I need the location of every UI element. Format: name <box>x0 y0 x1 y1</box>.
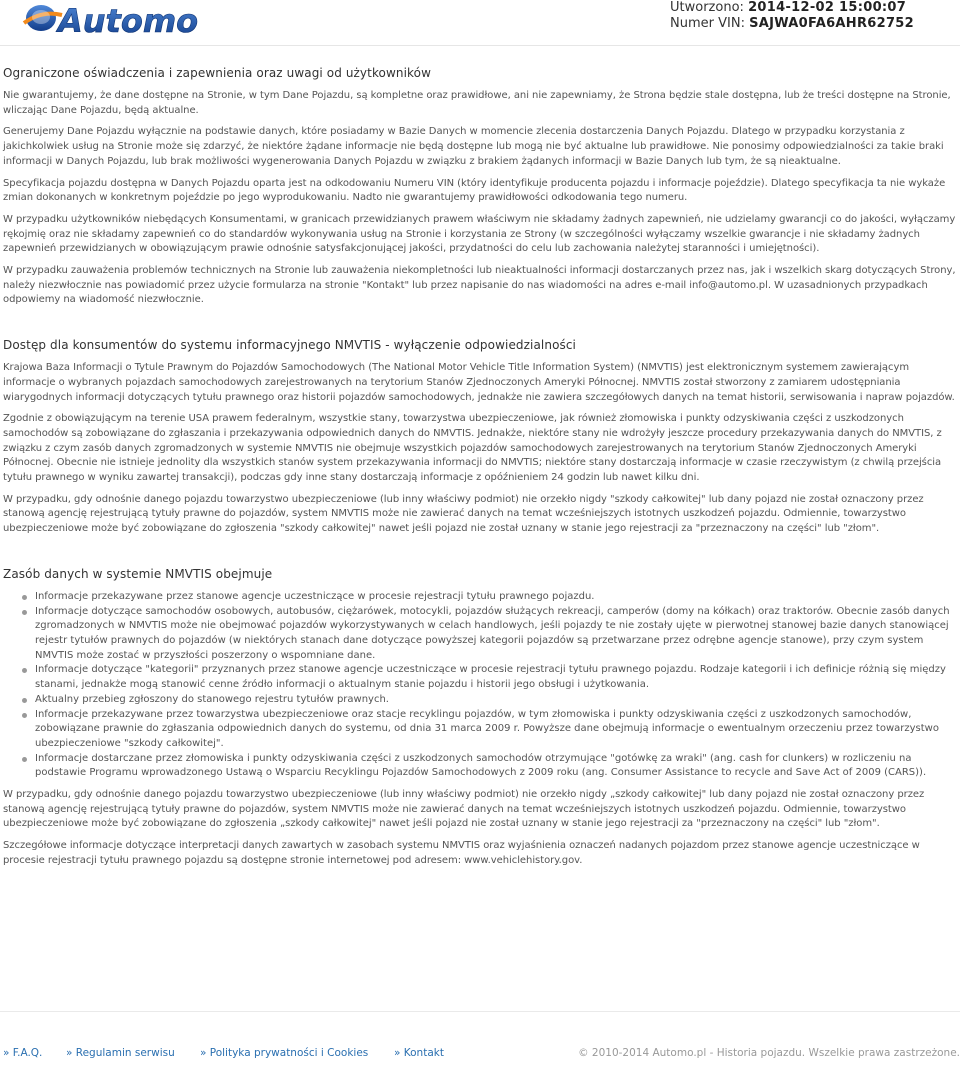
vin-label: Numer VIN: <box>670 16 745 31</box>
main-content <box>3 66 958 876</box>
vin-value: SAJWA0FA6AHR62752 <box>749 16 914 31</box>
bullet-icon <box>22 757 27 762</box>
paragraph: Szczegółowe informacje dotyczące interpretacji danych zawartych w zasobach systemu NMVTIS oraz wyjaśnienia oznaczeń nadanych pojazdom przez stanowe agencje uczestniczące w procesie rejestracji tytułu prawnego pojazdu są dostępne stronie internetowej pod adresem: www.vehiclehistory.gov. <box>3 840 920 866</box>
list-item: Informacje dotyczące samochodów osobowych, autobusów, ciężarówek, motocykli, pojazdów służących rekreacji, camperów (domy na kółkach) oraz traktorów. Obecnie zasób danych zgromadzonych w NMVTIS może nie obejmować pojazdów wykorzystywanych w celach handlowych, jeśli pojazdy te nie zostały ujęte w pierwotnej stanowej bazie danych stanowiącej rejestr tytułów prawnych do pojazdów (w niektórych stanach dane dotyczące powyższej kategorii pojazdów są przetwarzane przez odrębne agencje stanowe), przy czym system NMVTIS może zostać w przyszłości poszerzony o wspomniane dane. <box>35 605 958 664</box>
section-title: Dostęp dla konsumentów do systemu informacyjnego NMVTIS - wyłączenie odpowiedzialności <box>3 338 576 353</box>
page-footer <box>0 1047 960 1063</box>
footer-link-contact[interactable]: » Kontakt <box>394 1047 444 1059</box>
list-item: Informacje przekazywane przez stanowe agencje uczestniczące w procesie rejestracji tytułu prawnego pojazdu. <box>35 590 958 605</box>
bullet-icon <box>22 713 27 718</box>
section-nmvtis-data <box>3 567 958 869</box>
bullet-icon <box>22 595 27 600</box>
footer-link-privacy[interactable]: » Polityka prywatności i Cookies <box>200 1047 369 1059</box>
header-divider <box>0 45 960 46</box>
section-title: Zasób danych w systemie NMVTIS obejmuje <box>3 566 273 581</box>
paragraph: Zgodnie z obowiązującym na terenie USA prawem federalnym, wszystkie stany, towarzystwa ubezpieczeniowe, jak również złomowiska i punkty odzyskiwania części z uszkodzonych samochodów są zobowiązane do zgłaszania i przekazywania odpowiednich danych do NMVTIS. Jednakże, niektóre stany nie wdrożyły jeszcze procedury przekazywania danych do NMVTIS, z związku z czym zasób danych zgromadzonych w systemie NMVTIS nie obejmuje wszystkich pojazdów samochodowych zarejestrowanych na terytorium Stanów Zjednoczonych Ameryki Północnej. Obecnie nie istnieje jednolity dla wszystkich stanów system przekazywania informacji do NMVTIS; niektóre stany dostarczają informacje w czasie rzeczywistym (z chwilą przejścia tytułu prawnego w wyniku zawartej transakcji), podczas gdy inne stany dostarczają informacje z opóźnieniem 24 godzin lub nawet kilku dni. <box>3 413 942 484</box>
bullet-icon <box>22 610 27 615</box>
page-header <box>0 0 960 45</box>
copyright-text: © 2010-2014 Automo.pl - Historia pojazdu. Wszelkie prawa zastrzeżone. <box>578 1047 960 1059</box>
paragraph: Generujemy Dane Pojazdu wyłącznie na podstawie danych, które posiadamy w Bazie Danych w momencie zlecenia dostarczenia Danych Pojazdu. Dlatego w przypadku korzystania z jakichkolwiek usług na Stronie może się zdarzyć, że niektóre żądane informacje nie będą dostępne lub mogą nie być aktualne lub prawidłowe. Nie ponosimy odpowiedzialności za takie braki informacji w Danych Pojazdu, lub brak możliwości wygenerowania Danych Pojazdu w związku z brakiem żądanych informacji w Bazie Danych lub tym, że są nieaktualne. <box>3 126 944 167</box>
list-item: Informacje dotyczące "kategorii" przyznanych przez stanowe agencje uczestniczące w procesie rejestracji tytułu prawnego pojazdu. Rodzaje kategorii i ich definicje różnią się między stanami, jednakże mogą stanowić cenne źródło informacji o aktualnym stanie pojazdu i historii jego obsługi i użytkowania. <box>35 663 958 692</box>
automo-logo[interactable] <box>22 1 222 39</box>
paragraph: W przypadku, gdy odnośnie danego pojazdu towarzystwo ubezpieczeniowe (lub inny właściwy podmiot) nie orzekło nigdy "szkody całkowitej" lub dany pojazd nie został oznaczony przez stanową agencję rejestrującą tytuły prawne do pojazdów, system NMVTIS może nie zawierać danych na temat wcześniejszych istotnych uszkodzeń pojazdu. Odmiennie, towarzystwo ubezpieczeniowe może być zobowiązane do zgłoszenia "szkody całkowitej" nawet jeśli pojazd nie został uznany w stanie jego rejestracji za "przeznaczony na części" lub "złom". <box>3 493 924 535</box>
paragraph: Specyfikacja pojazdu dostępna w Danych Pojazdu oparta jest na odkodowaniu Numeru VIN (który identyfikuje producenta pojazdu i informacje pojeździe). Dlatego specyfikacja ta nie wykaże zmian dokonanych w konkretnym pojeździe po jego wyprodukowaniu. Nadto nie gwarantujemy prawidłowości odkodowania tego numeru. <box>3 177 946 204</box>
bullet-icon <box>22 698 27 703</box>
section-disclaimers <box>3 66 958 308</box>
logo-text: Automo <box>58 2 199 39</box>
section-title: Ograniczone oświadczenia i zapewnienia oraz uwagi od użytkowników <box>3 66 432 80</box>
data-list <box>3 590 958 781</box>
paragraph: W przypadku, gdy odnośnie danego pojazdu towarzystwo ubezpieczeniowe (lub inny właściwy podmiot) nie orzekło nigdy „szkody całkowitej" lub dany pojazd nie został oznaczony przez stanową agencję rejestrującą tytuły prawne do pojazdów, system NMVTIS może nie zawierać danych na temat wcześniejszych istotnych uszkodzeń pojazdu. Odmiennie, towarzystwo ubezpieczeniowe może być zobowiązane do zgłoszenia „szkody całkowitej" nawet jeśli pojazd nie został uznany w stanie jego rejestracji za "przeznaczony na części" lub "złom". <box>3 789 925 830</box>
paragraph: W przypadku użytkowników niebędących Konsumentami, w granicach przewidzianych prawem właściwym nie składamy żadnych zapewnień, nie udzielamy gwarancji co do jakości, wyłączamy rękojmię oraz nie składamy zapewnień co do standardów wykonywania usług na Stronie i korzystania ze Strony (w szczególności wyłączamy wszelkie gwarancje i nie składamy żadnych zapewnień przewidzianych w obowiązującym prawie odnośnie satysfakcjonującej jakości, przydatności do celu lub zachowania należytej staranności i umiejętności). <box>3 213 956 255</box>
report-meta <box>670 0 914 32</box>
list-item: Informacje dostarczane przez złomowiska i punkty odzyskiwania części z uszkodzonych samochodów otrzymujące "gotówkę za wraki" (ang. cash for clunkers) w rozliczeniu na podstawie Programu wprowadzonego Ustawą o Wsparciu Recyklingu Pojazdów Samochodowych z 2009 roku (ang. Consumer Assistance to recycle and Save Act of 2009 (CARS)). <box>35 752 958 781</box>
bullet-icon <box>22 668 27 673</box>
paragraph: Nie gwarantujemy, że dane dostępne na Stronie, w tym Dane Pojazdu, są kompletne oraz prawidłowe, ani nie zapewniamy, że Strona będzie stale dostępna, lub że treści dostępne na Stronie, wliczając Dane Pojazdu, będą aktualne. <box>3 90 951 116</box>
footer-divider <box>0 1011 960 1012</box>
list-item: Aktualny przebieg zgłoszony do stanowego rejestru tytułów prawnych. <box>35 693 958 708</box>
paragraph: W przypadku zauważenia problemów technicznych na Stronie lub zauważenia niekompletności lub nieaktualności informacji dostarczanych przez nas, jak i wszelkich skarg dotyczących Strony, należy niezwłocznie nas powiadomić przez użycie formularza na stronie "Kontakt" lub przez napisanie do nas wiadomości na adres e-mail info@automo.pl. W uzasadnionych przypadkach odpowiemy na wiadomość niezwłocznie. <box>3 265 956 306</box>
list-item: Informacje przekazywane przez towarzystwa ubezpieczeniowe oraz stacje recyklingu pojazdów, w tym złomowiska i punkty odzyskiwania części z uszkodzonych samochodów, zobowiązane prawnie do zgłaszania odpowiednich danych do systemu, od dnia 31 marca 2009 r. Powyższe dane obejmują informacje o ewentualnym orzeczeniu przez towarzystwo ubezpieczeniowe "szkody całkowitej". <box>35 708 958 752</box>
created-value: 2014-12-02 15:00:07 <box>748 0 907 15</box>
footer-link-terms[interactable]: » Regulamin serwisu <box>66 1047 175 1059</box>
paragraph: Krajowa Baza Informacji o Tytule Prawnym do Pojazdów Samochodowych (The National Motor Vehicle Title Information System) (NMVTIS) jest elektronicznym systemem zawierającym informacje o wybranych pojazdach samochodowych zarejestrowanych na terytorium Stanów Zjednoczonych Ameryki Północnej. NMVTIS został stworzony z zamiarem udostępniania wiarygodnych informacji dotyczących tytułu prawnego oraz historii pojazdów samochodowych, jednakże nie zawiera szczegółowych danych na temat historii, serwisowania i napraw pojazdów. <box>3 362 955 403</box>
created-label: Utworzono: <box>670 0 744 15</box>
section-nmvtis-access <box>3 338 958 537</box>
footer-link-faq[interactable]: » F.A.Q. <box>3 1047 43 1059</box>
